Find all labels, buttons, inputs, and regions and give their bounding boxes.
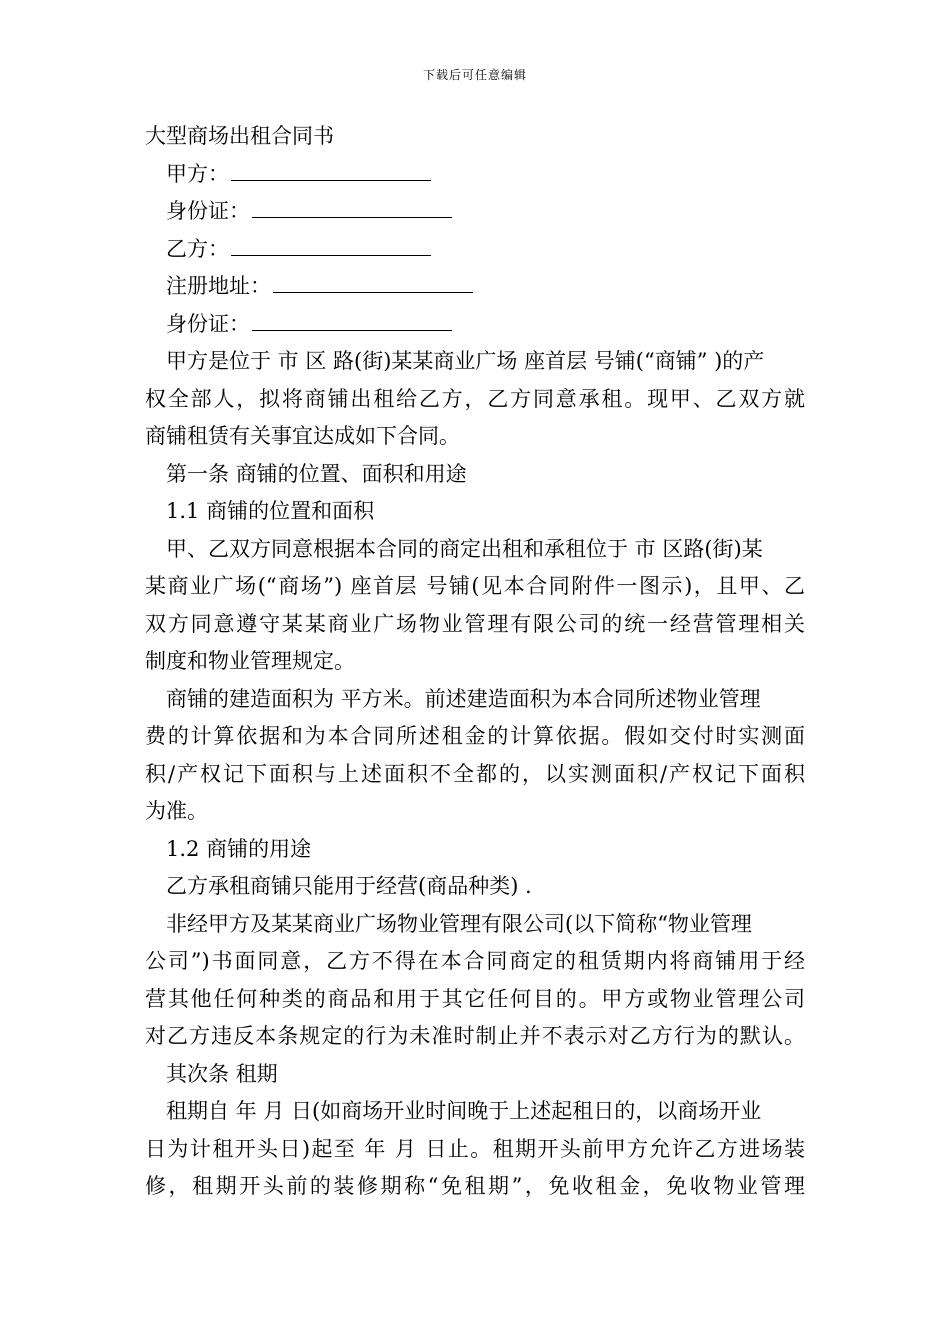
- paragraph-line: 费的计算依据和为本合同所述租金的计算依据。假如交付时实测面: [145, 724, 805, 748]
- section-heading: 1.2 商铺的用途: [166, 836, 312, 861]
- id-label-1: 身份证：: [166, 199, 250, 223]
- address-blank: [273, 272, 473, 293]
- paragraph-line: 制度和物业管理规定。: [145, 649, 355, 673]
- paragraph-line: 权全部人，拟将商铺出租给乙方，乙方同意承租。现甲、乙双方就: [145, 386, 805, 411]
- paragraph-line: 甲方是位于 市 区 路(街)某某商业广场 座首层 号铺(“商铺” )的产: [166, 349, 765, 373]
- id-field-1: [145, 193, 805, 231]
- paragraph-line: 某商业广场(“商场”) 座首层 号铺(见本合同附件一图示)，且甲、乙: [145, 574, 805, 598]
- party-b-blank: [231, 235, 431, 256]
- paragraph-line: 营其他任何种类的商品和用于其它任何目的。甲方或物业管理公司: [145, 986, 805, 1011]
- paragraph-line: 为准。: [145, 799, 208, 823]
- paragraph-line: 对乙方违反本条规定的行为未准时制止并不表示对乙方行为的默认。: [145, 1024, 805, 1048]
- paragraph-line: 商铺的建造面积为 平方米。前述建造面积为本合同所述物业管理: [166, 686, 761, 711]
- party-a-blank: [231, 160, 431, 181]
- paragraph-line: 修，租期开头前的装修期称“免租期”，免收租金，免收物业管理: [145, 1174, 805, 1198]
- paragraph-line: 双方同意遵守某某商业广场物业管理有限公司的统一经营管理相关: [145, 611, 805, 636]
- paragraph-line: 租期自 年 月 日(如商场开业时间晚于上述起租日的，以商场开业: [166, 1099, 762, 1123]
- id-blank-1: [252, 197, 452, 218]
- paragraph-line: 非经甲方及某某商业广场物业管理有限公司(以下简称“物业管理: [166, 911, 752, 936]
- paragraph-line: 积/产权记下面积与上述面积不全都的，以实测面积/产权记下面积: [145, 761, 805, 786]
- document-body: [145, 118, 805, 1206]
- document-title: 大型商场出租合同书: [145, 124, 334, 148]
- address-field: [145, 268, 805, 306]
- paragraph-line: 商铺租赁有关事宜达成如下合同。: [145, 424, 460, 448]
- party-b-label: 乙方：: [166, 236, 229, 261]
- id-field-2: [145, 306, 805, 344]
- id-blank-2: [252, 310, 452, 331]
- party-a-label: 甲方：: [166, 161, 229, 186]
- section-heading: 1.1 商铺的位置和面积: [166, 499, 375, 523]
- address-label: 注册地址：: [166, 274, 271, 298]
- article-heading: 第一条 商铺的位置、面积和用途: [166, 461, 467, 486]
- paragraph-line: 乙方承租商铺只能用于经营(商品种类) .: [166, 874, 532, 898]
- party-a-field: [145, 156, 805, 194]
- paragraph-line: 日为计租开头日)起至 年 月 日止。租期开头前甲方允许乙方进场装: [145, 1136, 805, 1161]
- header-note: 下载后可任意编辑: [422, 68, 527, 82]
- paragraph-line: 公司”)书面同意，乙方不得在本合同商定的租赁期内将商铺用于经: [145, 949, 805, 973]
- id-label-2: 身份证：: [166, 311, 250, 336]
- paragraph-line: 甲、乙双方同意根据本合同的商定出租和承租位于 市 区路(街)某: [166, 536, 763, 561]
- article-heading: 其次条 租期: [166, 1061, 278, 1086]
- party-b-field: [145, 231, 805, 269]
